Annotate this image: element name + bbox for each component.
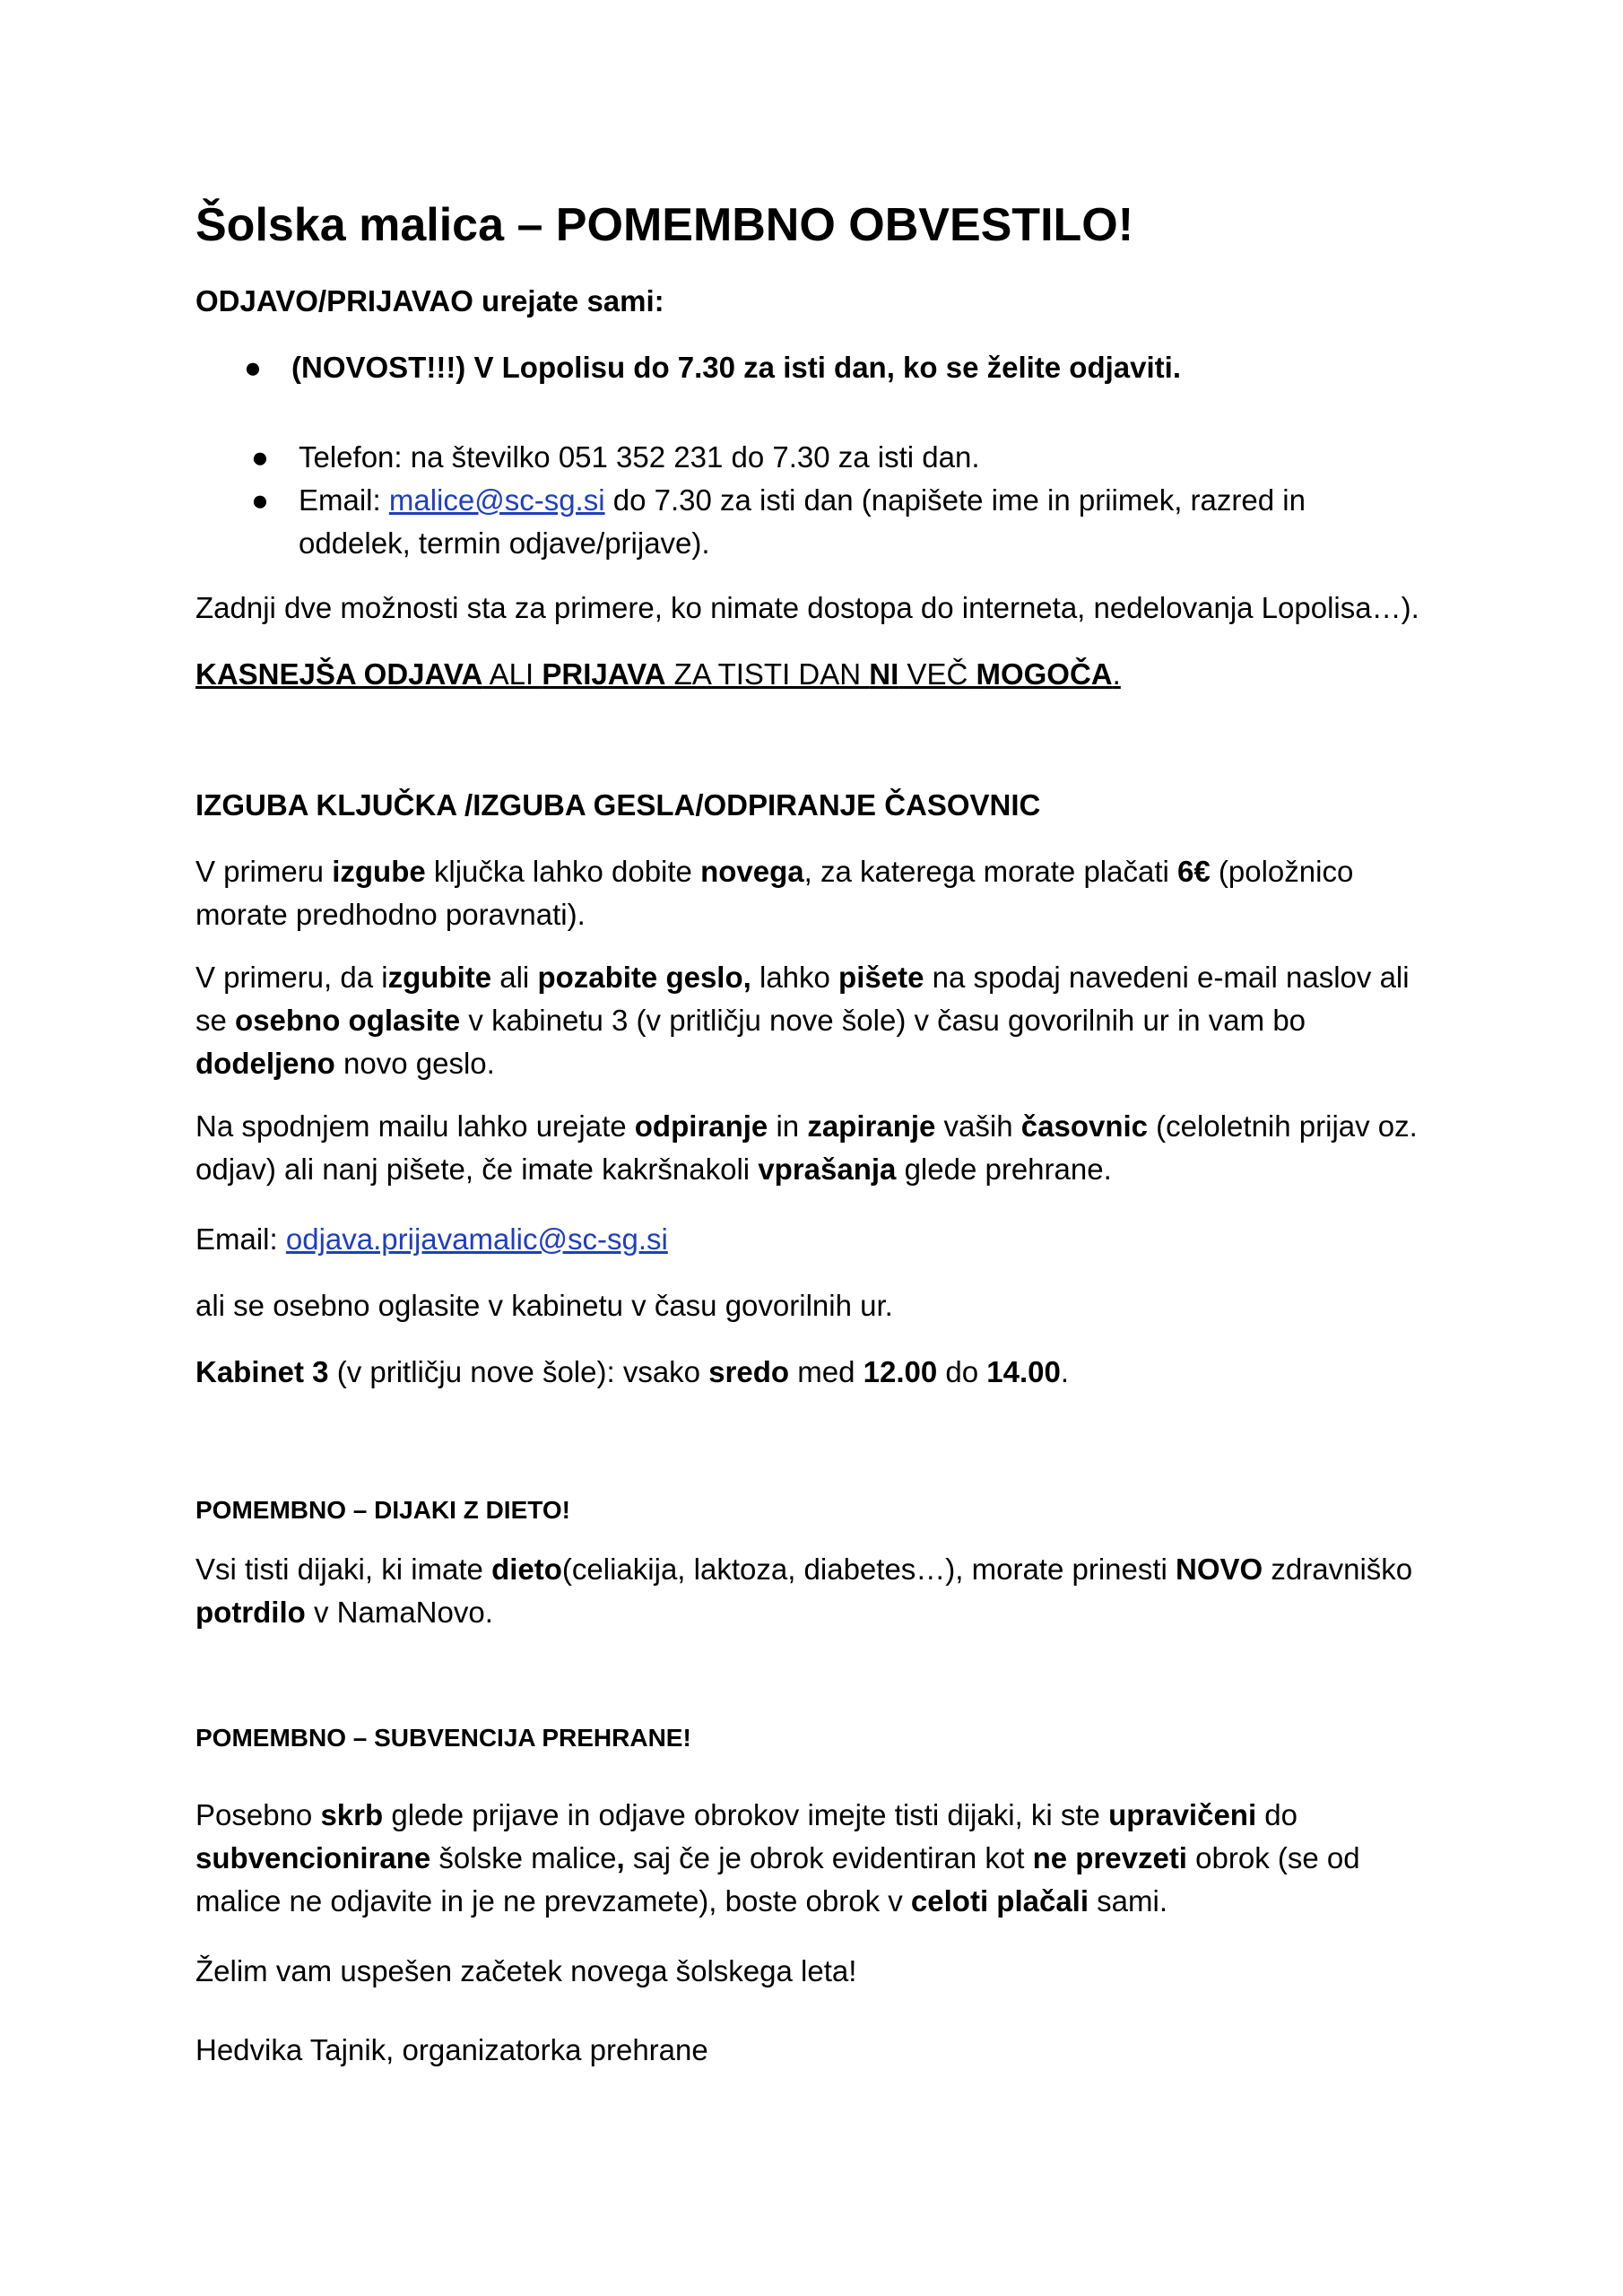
email-text-cont: oddelek, termin odjave/prijave). xyxy=(299,526,710,560)
email-label: Email: xyxy=(195,1222,286,1256)
email-text: do 7.30 za isti dan (napišete ime in priimek, razred in xyxy=(604,483,1306,517)
notice-kasnejsa: KASNEJŠA ODJAVA ALI PRIJAVA ZA TISTI DAN NI VEČ MOGOČA. xyxy=(195,657,1121,691)
heading-izguba: IZGUBA KLJUČKA /IZGUBA GESLA/ODPIRANJE ČASOVNIC xyxy=(195,788,1041,822)
signature: Hedvika Tajnik, organizatorka prehrane xyxy=(195,2033,708,2066)
bullet-lopolis: (NOVOST!!!) V Lopolisu do 7.30 za isti dan, ko se želite odjaviti. xyxy=(291,351,1181,384)
email-link-malice[interactable]: malice@sc-sg.si xyxy=(388,483,605,517)
paragraph-zelim: Želim vam uspešen začetek novega šolskega leta! xyxy=(195,1954,857,1987)
paragraph-subvencija: Posebno skrb glede prijave in odjave obrokov imejte tisti dijaki, ki ste upravičeni do subvencionirane šolske malice, saj če je obrok evidentiran kot ne prevzeti obrok (se od malice ne odjavite in je ne prevzamete), boste obrok v celoti plačali sami. xyxy=(195,1798,1360,1918)
paragraph-kabinet: Kabinet 3 (v pritličju nove šole): vsako sredo med 12.00 do 14.00. xyxy=(195,1355,1070,1388)
bullet-telefon: Telefon: na številko 051 352 231 do 7.30 za isti dan. xyxy=(299,440,980,474)
paragraph-casovnice: Na spodnjem mailu lahko urejate odpiranje in zapiranje vaših časovnic (celoletnih prijav oz. odjav) ali nanj pišete, če imate kakršnakoli vprašanja glede prehrane. xyxy=(195,1109,1418,1186)
paragraph-dieta: Vsi tisti dijaki, ki imate dieto(celiakija, laktoza, diabetes…), morate prinesti NOVO zdravniško potrdilo v NamaNovo. xyxy=(195,1552,1413,1629)
heading-dieta: POMEMBNO – DIJAKI Z DIETO! xyxy=(195,1496,570,1524)
email-link-odjava[interactable]: odjava.prijavamalic@sc-sg.si xyxy=(285,1222,668,1256)
page-title: Šolska malica – POMEMBNO OBVESTILO! xyxy=(195,199,1134,251)
paragraph-email-odjava xyxy=(195,1218,1469,1261)
section-subtitle: ODJAVO/PRIJAVAO urejate sami: xyxy=(195,284,664,317)
email-label: Email: xyxy=(299,483,389,517)
paragraph-zadnji: Zadnji dve možnosti sta za primere, ko nimate dostopa do interneta, nedelovanja Lopolisa…). xyxy=(195,591,1419,624)
bullet-email xyxy=(299,479,1464,565)
paragraph-geslo: V primeru, da izgubite ali pozabite geslo, lahko pišete na spodaj navedeni e-mail naslov ali se osebno oglasite v kabinetu 3 (v pritličju nove šole) v času govorilnih ur in vam bo dodeljeno novo geslo. xyxy=(195,961,1410,1080)
bullet-dot: ● xyxy=(251,483,269,517)
paragraph-kljucek: V primeru izgube ključka lahko dobite novega, za katerega morate plačati 6€ (položnico morate predhodno poravnati). xyxy=(195,855,1354,931)
heading-subvencija: POMEMBNO – SUBVENCIJA PREHRANE! xyxy=(195,1724,691,1752)
bullet-dot: ● xyxy=(251,440,269,474)
bullet-dot: ● xyxy=(244,351,262,384)
paragraph-ali: ali se osebno oglasite v kabinetu v času govorilnih ur. xyxy=(195,1289,893,1322)
